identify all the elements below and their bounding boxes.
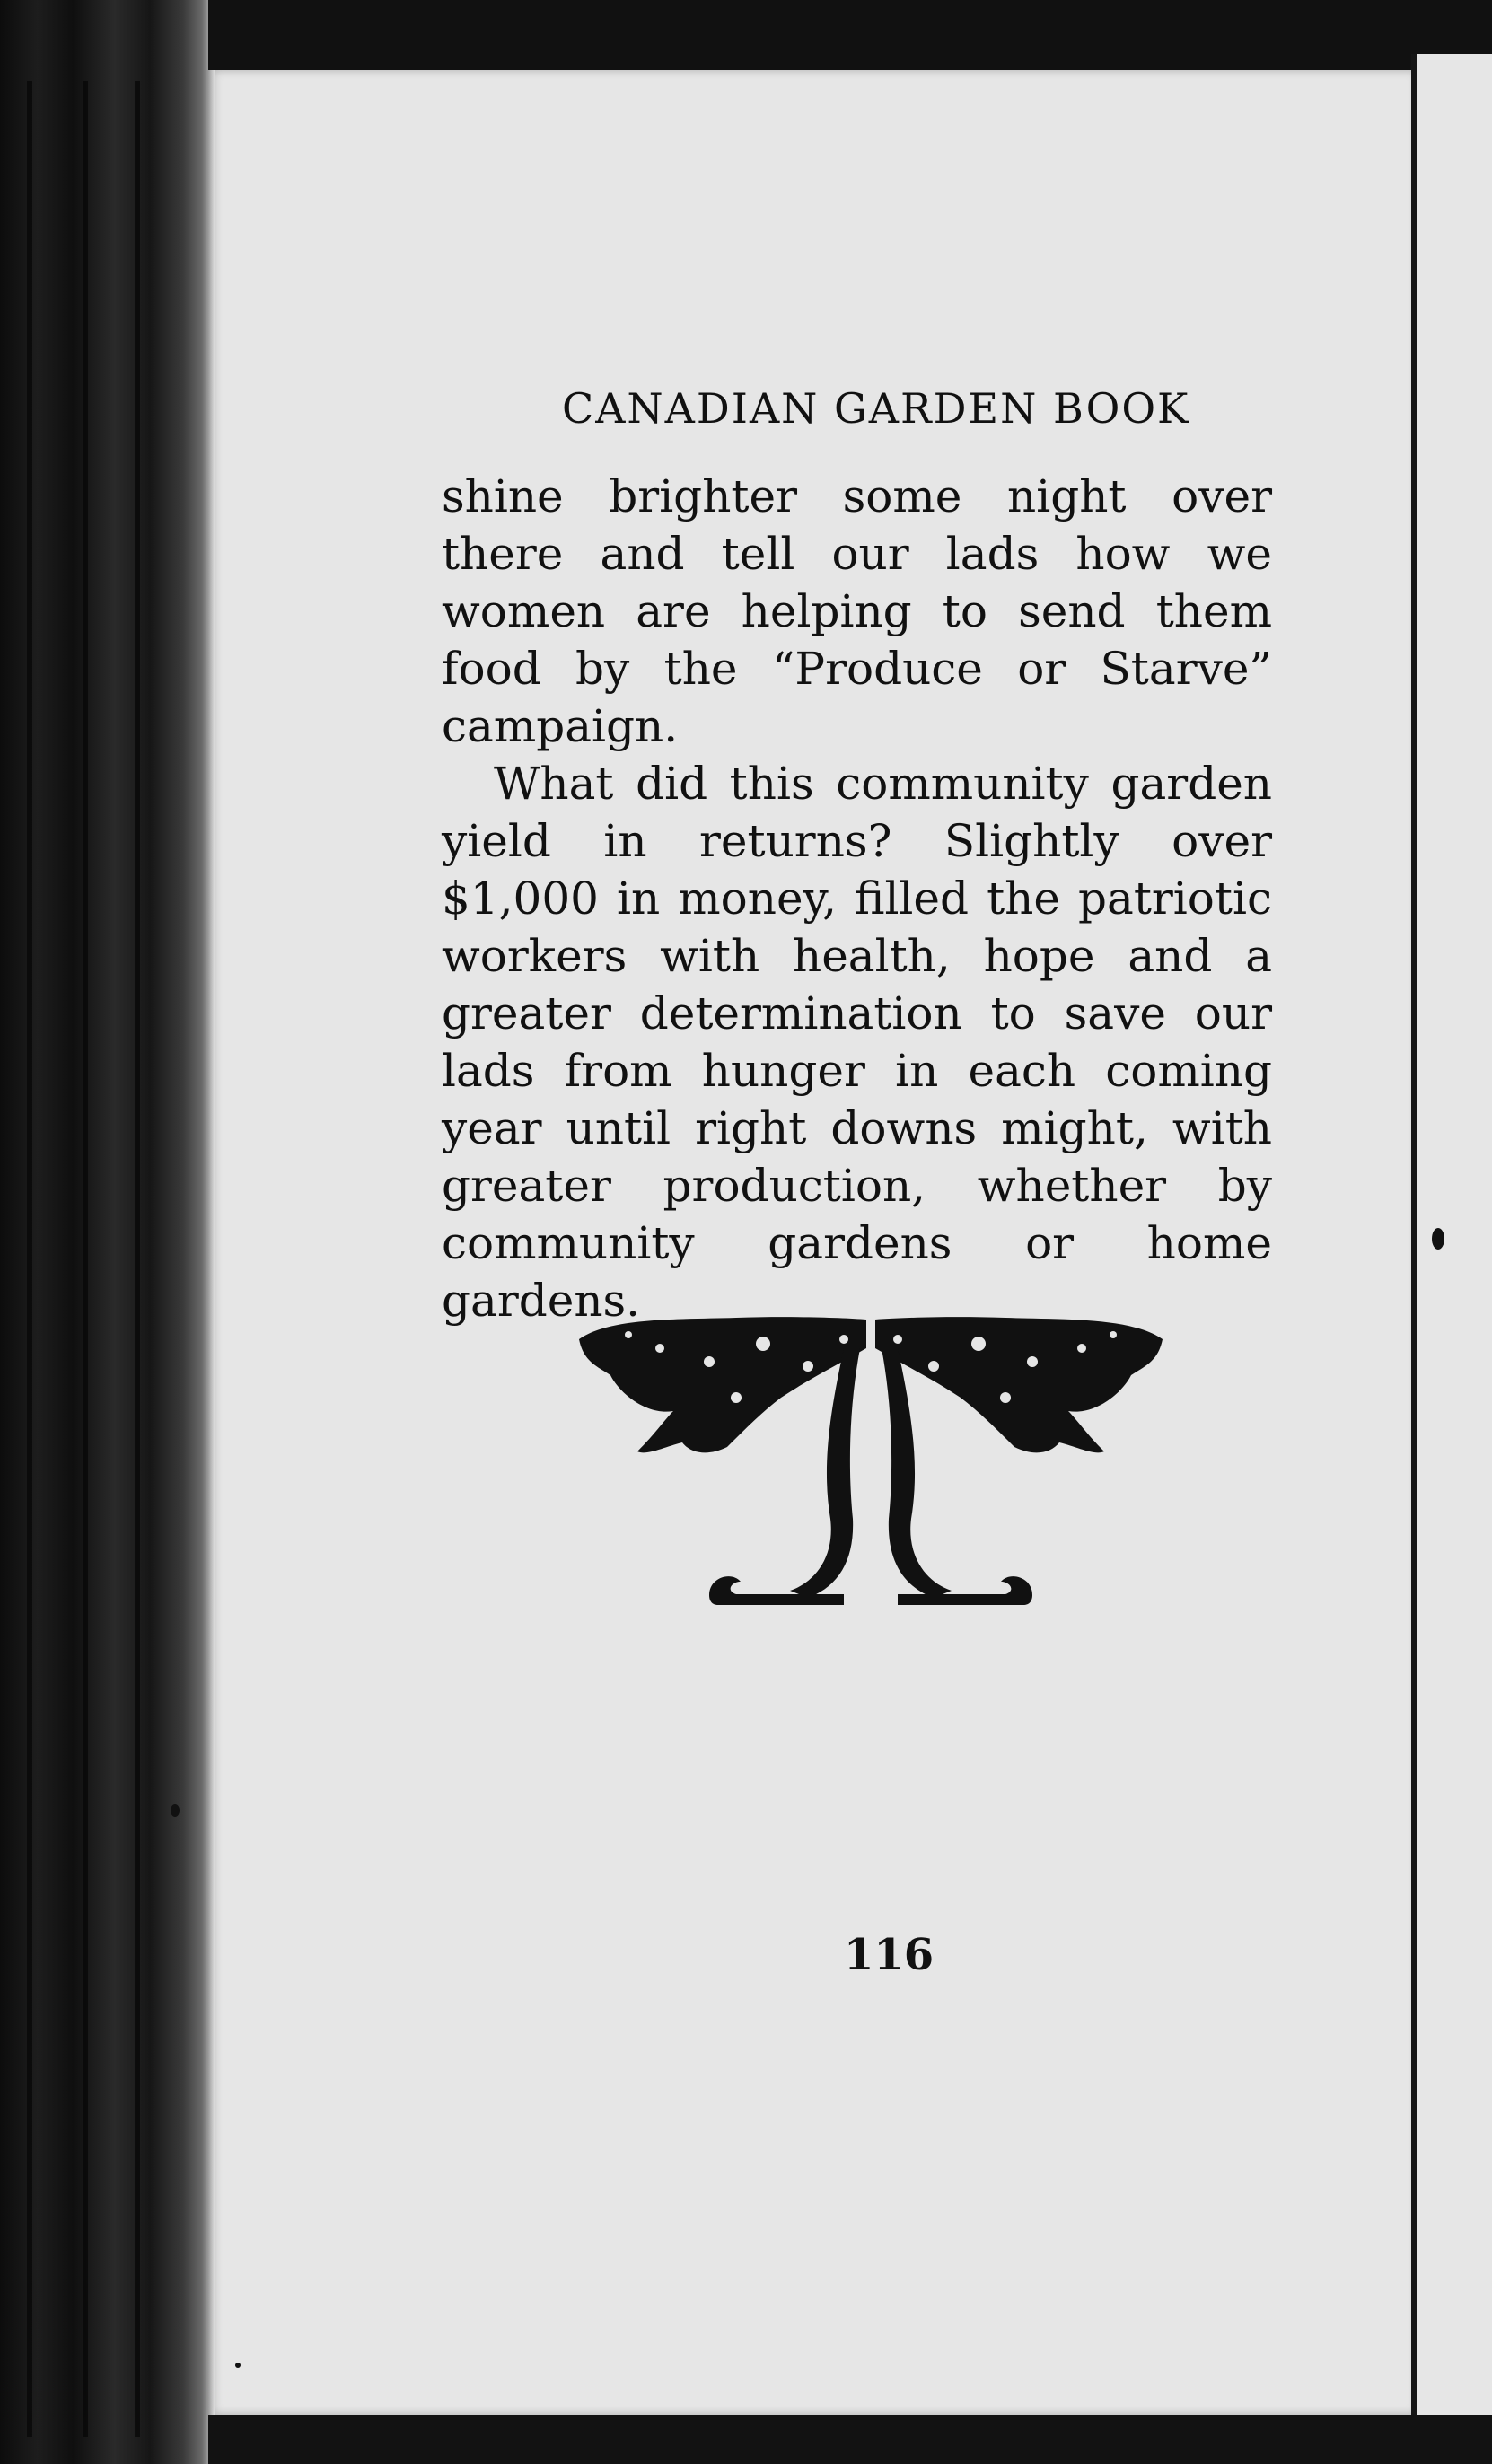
paragraph: shine brighter some night over there and tell our lads how we women are helping to send them food by the “Produce or Starve” campaign. xyxy=(442,470,1272,752)
page-number: 116 xyxy=(844,1930,935,1980)
scan-speck xyxy=(235,2363,241,2368)
running-header: CANADIAN GARDEN BOOK xyxy=(562,384,1190,433)
facing-page-edge xyxy=(1411,54,1492,2424)
scan-speck xyxy=(1432,1228,1444,1250)
scan-speck xyxy=(171,1804,180,1817)
paragraph: What did this community garden yield in returns? Slightly over $1,000 in money, filled the patriotic workers with health, hope and a greater determination to save our lads from hunger in each coming year until right downs might, with greater production, whether by community gardens or home gardens. xyxy=(442,758,1272,1327)
body-text xyxy=(442,468,1272,1329)
book-spine xyxy=(0,0,208,2464)
tree-ornament-icon xyxy=(575,1312,1167,1618)
scan-border xyxy=(208,2415,1492,2464)
